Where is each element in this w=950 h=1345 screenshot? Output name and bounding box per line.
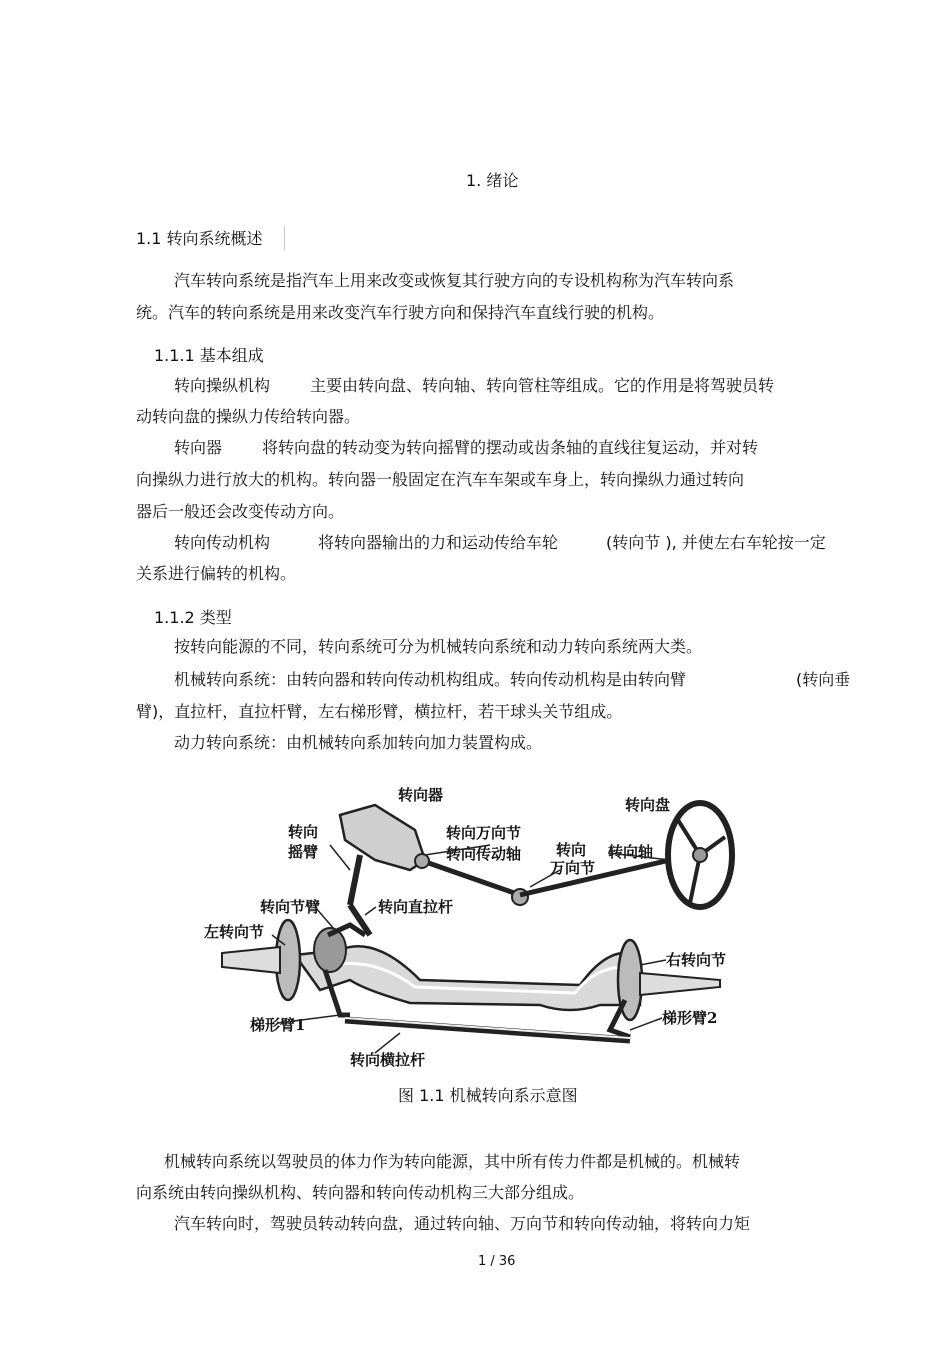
label-transmission-shaft: 转向传动轴: [446, 845, 522, 863]
label-trapezoid-arm-2: 梯形臂2: [662, 1009, 718, 1027]
figure-caption: 图 1.1 机械转向系示意图: [398, 1086, 578, 1105]
paragraph-line: 动转向盘的操纵力传给转向器。: [136, 407, 361, 426]
left-spindle: [222, 947, 280, 973]
chapter-title: 1. 绪论: [466, 171, 519, 190]
page-number: 1 / 36: [478, 1254, 516, 1269]
paragraph-line: 臂)，直拉杆，直拉杆臂，左右梯形臂，横拉杆，若干球头关节组成。: [136, 702, 623, 721]
knuckle-arm: [328, 925, 365, 935]
paragraph-line: 统。汽车的转向系统是用来改变汽车行驶方向和保持汽车直线行驶的机构。: [136, 303, 665, 322]
paragraph-line: 机械转向系统：由转向器和转向传动机构组成。转向传动机构是由转向臂: [174, 670, 687, 689]
section-heading: 1.1 转向系统概述: [136, 229, 263, 248]
paragraph-line: 将转向器输出的力和运动传给车轮: [318, 533, 559, 552]
tie-rod: [345, 1020, 630, 1040]
paragraph-line: 向操纵力进行放大的机构。转向器一般固定在汽车车架或车身上，转向操纵力通过转向: [136, 470, 745, 489]
steering-diagram: [200, 775, 765, 1075]
label-uj2-1: 转向: [556, 841, 587, 859]
label-left-knuckle: 左转向节: [204, 923, 265, 941]
paragraph-line: 主要由转向盘、转向轴、转向管柱等组成。它的作用是将驾驶员转: [310, 376, 775, 395]
paragraph-line: 汽车转向时，驾驶员转动转向盘，通过转向轴、万向节和转向传动轴，将转向力矩: [174, 1214, 751, 1233]
subsection-heading: 1.1.1 基本组成: [154, 346, 264, 365]
label-tie-rod: 转向横拉杆: [350, 1051, 426, 1069]
paragraph-line: 汽车转向系统是指汽车上用来改变或恢复其行驶方向的专设机构称为汽车转向系: [174, 271, 735, 290]
paragraph-line: 器后一般还会改变传动方向。: [136, 502, 345, 521]
label-trapezoid-arm-1: 梯形臂1: [250, 1016, 306, 1034]
label-knuckle-arm: 转向节臂: [260, 898, 321, 916]
tie-rod-highlight: [345, 1018, 630, 1038]
steering-gear-box: [340, 805, 425, 870]
paragraph-line: (转向垂: [796, 670, 851, 689]
term-label: 转向器: [174, 438, 223, 457]
paragraph-line: 动力转向系统：由机械转向系加转向加力装置构成。: [174, 733, 543, 752]
steering-transmission-shaft: [420, 860, 520, 895]
label-drag-link: 转向直拉杆: [378, 898, 454, 916]
steering-wheel-hub: [693, 848, 707, 862]
label-pitman-2: 摇臂: [288, 843, 319, 861]
paragraph-line: 将转向盘的转动变为转向摇臂的摆动或齿条轴的直线往复运动，并对转: [262, 438, 759, 457]
pitman-arm: [350, 855, 360, 905]
label-right-knuckle: 右转向节: [666, 951, 727, 969]
paragraph-line: (转向节 ), 并使左右车轮按一定: [606, 533, 826, 552]
paragraph-line: 向系统由转向操纵机构、转向器和转向传动机构三大部分组成。: [136, 1183, 585, 1202]
term-label: 转向传动机构: [174, 533, 271, 552]
universal-joint-1: [415, 854, 429, 868]
subsection-heading: 1.1.2 类型: [154, 608, 232, 627]
term-label: 转向操纵机构: [174, 376, 271, 395]
label-steering-shaft: 转向轴: [608, 843, 654, 861]
paragraph-line: 机械转向系统以驾驶员的体力作为转向能源，其中所有传力件都是机械的。机械转: [164, 1152, 741, 1171]
divider: [284, 226, 285, 250]
paragraph-line: 按转向能源的不同，转向系统可分为机械转向系统和动力转向系统两大类。: [174, 637, 703, 656]
label-uj2-2: 万向节: [550, 859, 596, 877]
steering-system-figure: [200, 775, 765, 1075]
label-universal-joint: 转向万向节: [446, 824, 522, 842]
paragraph-line: 关系进行偏转的机构。: [136, 564, 297, 583]
label-steering-gear: 转向器: [398, 786, 444, 804]
label-steering-wheel: 转向盘: [625, 796, 671, 814]
right-spindle: [640, 973, 720, 995]
label-pitman-1: 转向: [288, 823, 319, 841]
